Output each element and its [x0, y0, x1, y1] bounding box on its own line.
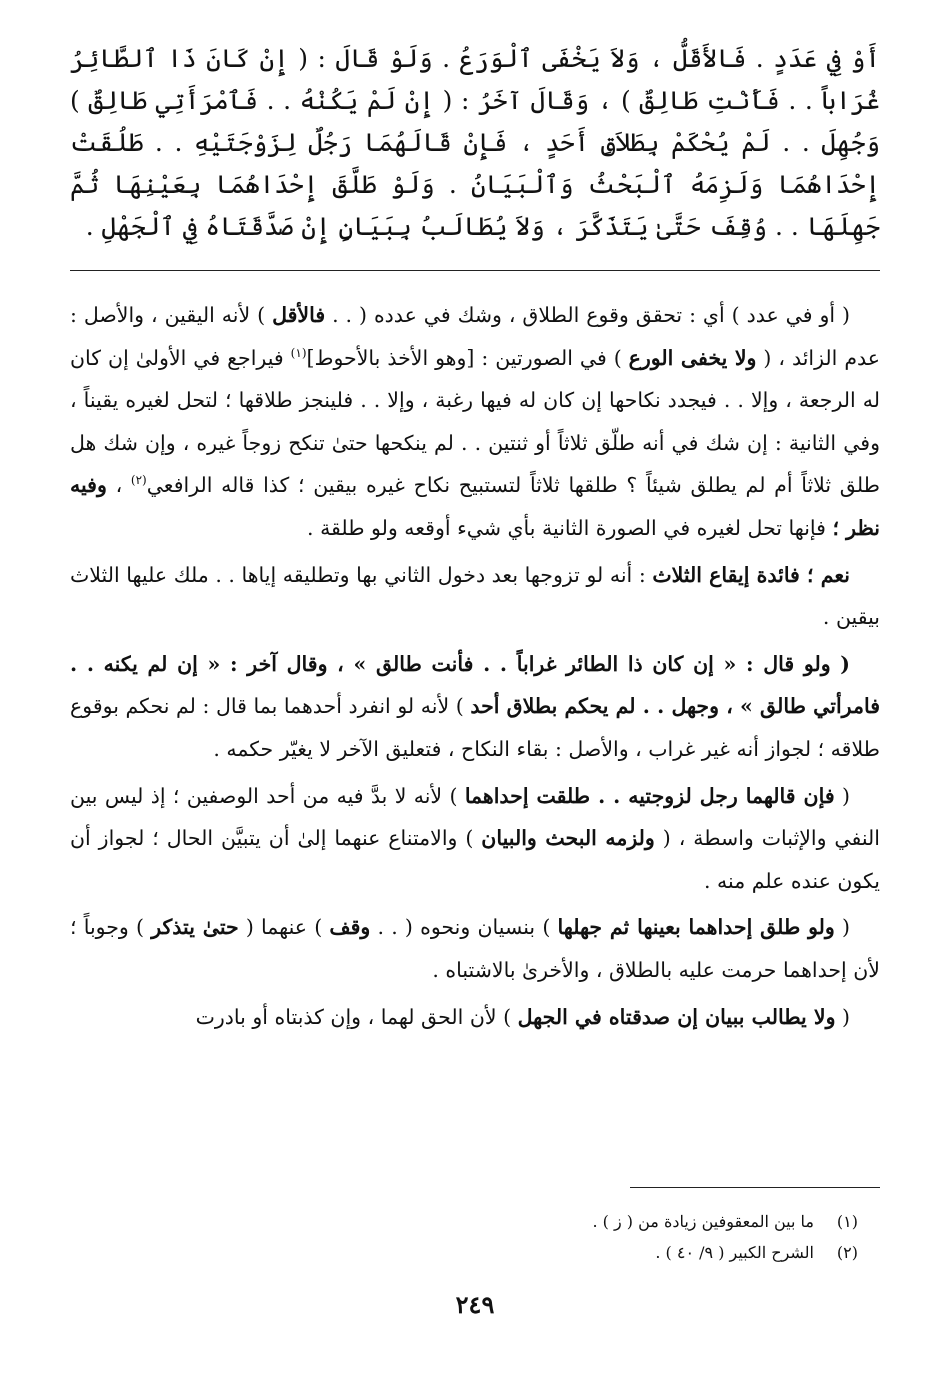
- text-span: ) لأنه اليقين ، والأصل : عدم الزائد ، (: [70, 303, 880, 370]
- bold-quote: ولا يطالب ببيان إن صدقتاه في الجهل: [517, 1004, 836, 1029]
- main-text: أَوْ فِي عَدَدٍ . فَالأَقَلُّ ، وَلاَ يَخْفَى ٱلْوَرَعُ . وَلَوْ قَالَ : ( إِنْ كَانَ ذَا ٱلطَّائِرُ غُرَاباً . . فَأَنْتِ طَالِقٌ ) ، وَقَالَ آخَرُ : ( إِنْ لَمْ يَكُنْهُ . . فَٱمْرَأَتِي طَالِقٌ ) وَجُهِلَ . . لَمْ يُحْكَمْ بِطَلاَقِ أَحَدٍ ، فَإِنْ قَالَهُمَا رَجُلٌ لِزَوْجَتَيْهِ . . طَلُقَتْ إِحْدَاهُمَا وَلَزِمَهُ ٱلْبَحْثُ وَٱلْبَيَانُ . وَلَوْ طَلَّقَ إِحْدَاهُمَا بِعَيْنِهَا ثُمَّ جَهِلَهَا . . وُقِفَ حَتَّىٰ يَتَذَكَّرَ ، وَلاَ يُطَالَبُ بِبَيَانٍ إِنْ صَدَّقَتَاهُ فِي ٱلْجَهْلِ .: [70, 44, 880, 241]
- footnote-number: (١): [836, 1212, 858, 1231]
- text-span: ) في الصورتين : [وهو الأخذ بالأحوط]: [306, 345, 629, 370]
- text-span: ) والامتناع عنهما إلىٰ أن يتبيَّن الحال ؛ لجواز أن يكون عنده علم منه .: [70, 826, 880, 893]
- commentary-paragraph: [70, 775, 880, 903]
- text-span: ،: [106, 473, 131, 498]
- bold-quote: ولو طلق إحداهما بعينها ثم جهلها: [557, 915, 835, 940]
- commentary-paragraph: [70, 643, 880, 771]
- bold-quote: نعم ؛ فائدة إيقاع الثلاث: [652, 562, 850, 587]
- text-span: : أنه لو تزوجها بعد دخول الثاني بها وتطليقه إياها . . ملك عليها الثلاث بيقين .: [70, 562, 880, 630]
- text-span: (: [835, 1004, 850, 1029]
- book-page: [70, 0, 880, 1374]
- footnote-number: (٢): [836, 1243, 858, 1262]
- text-span: فإنها تحل لغيره في الصورة الثانية بأي شيء أوقعه ولو طلقة .: [307, 515, 833, 540]
- text-span: ) لأنه لا بدَّ فيه من أحد الوصفين ؛ إذ ليس بين النفي والإثبات واسطة ، (: [70, 783, 880, 851]
- separator-line: [70, 270, 880, 271]
- commentary: [70, 294, 880, 1038]
- text-span: (: [834, 783, 851, 808]
- text-span: ) لأنه لو انفرد أحدهما بما قال : لم نحكم بوقوع طلاقه ؛ لجواز أنه غير غراب ، والأصل : بقاء النكاح ، فتعليق الآخر لا يغيّر حكمه .: [70, 694, 880, 761]
- text-span: ) عنهما (: [238, 915, 330, 940]
- commentary-paragraph: [70, 906, 880, 991]
- bold-quote: حتىٰ يتذكر: [151, 915, 239, 940]
- text-span: ) بنسيان ونحوه ( . .: [370, 915, 558, 940]
- text-span: ( أو في عدد ): [724, 303, 851, 327]
- footnote-text: الشرح الكبير ( ٩/ ٤٠ ) .: [655, 1243, 814, 1262]
- footnote-marker[interactable]: (٢): [130, 473, 147, 488]
- commentary-paragraph: [70, 294, 880, 550]
- commentary-paragraph: [70, 996, 880, 1039]
- bold-quote: ولزمه البحث والبيان: [481, 826, 655, 851]
- footnotes: [70, 1206, 858, 1268]
- footnote-item: [70, 1237, 858, 1268]
- text-span: فيراجع في الأولىٰ إن كان له الرجعة ، وإلا . . فيجدد نكاحها إن كان له فيها رغبة ، وإلا . . فلينجز طلاقها ؛ لتحل لغيره يقيناً ، وفي الثانية : إن شك في أنه طلّق ثلاثاً أو ثنتين . . لم ينكحها حتىٰ تنكح زوجاً غيره ، وإن شك هل طلق ثلاثاً أم لم يطلق شيئاً ؟ طلقها ثلاثاً لتستبيح نكاح غيره بيقين ؛ كذا قاله الرافعي: [70, 345, 880, 498]
- bold-quote: فإن قالهما رجل لزوجتيه . . طلقت إحداهما: [464, 783, 835, 808]
- commentary-paragraph: [70, 554, 880, 639]
- footnote-separator: [630, 1187, 880, 1188]
- bold-quote: ولا يخفى الورع: [628, 345, 757, 370]
- footnote-text: ما بين المعقوفين زيادة من ( ز ) .: [592, 1212, 814, 1231]
- footnote-marker[interactable]: (١): [290, 345, 307, 360]
- bold-quote: وقف: [329, 915, 371, 940]
- text-span: ) وجوباً ؛ لأن إحداهما حرمت عليه بالطلاق ، والأخرىٰ بالاشتباه .: [70, 915, 880, 982]
- text-span: (: [834, 915, 851, 940]
- bold-quote: وفيه نظر ؛: [70, 473, 880, 540]
- bold-quote: ( ولو قال : « إن كان ذا الطائر غراباً . . فأنت طالق » ، وقال آخر : « إن لم يكنه . . فامرأتي طالق » ، وجهل . . لم يحكم بطلاق أحد: [70, 651, 880, 719]
- text-span: ) لأن الحق لهما ، وإن كذبتاه أو بادرت: [195, 1004, 518, 1029]
- footnote-item: [70, 1206, 858, 1237]
- text-span: أي : تحقق وقوع الطلاق ، وشك في عدده ( . .: [325, 303, 725, 327]
- page-number: ٢٤٩: [455, 1290, 495, 1319]
- bold-quote: فالأقل: [272, 303, 326, 327]
